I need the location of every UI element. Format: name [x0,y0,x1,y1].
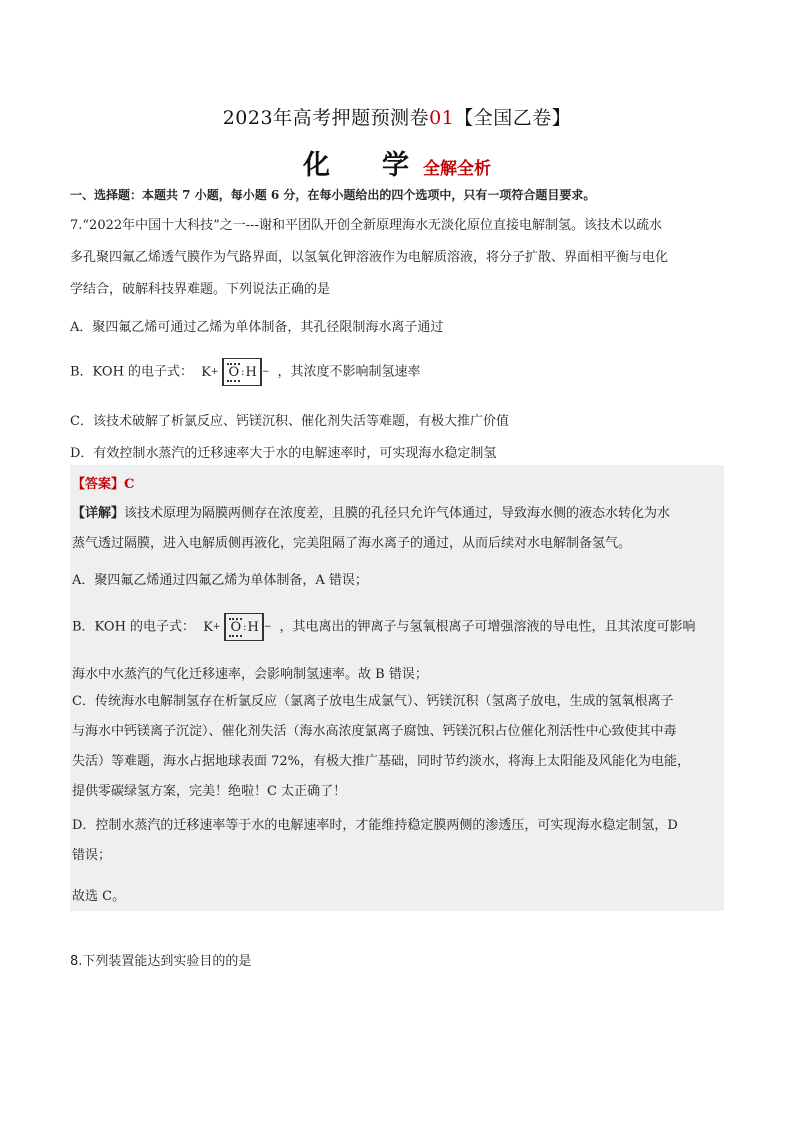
explanation-c: C．传统海水电解制氢存在析氯反应（氯离子放电生成氯气）、钙镁沉积（氢离子放电，生成的氢氧根离子 与海水中钙镁离子沉淀）、催化剂失活（海水高浓度氯离子腐蚀、钙镁沉积占位催化剂活性中心致使其中毒 失活）等难题，海水占据地球表面 72%，有极大推广基础，同时节约淡水，将海上太阳能及风能化为电能， 提供零碳绿氢方案，完美！绝啦！C 太正确了！ [72,694,691,799]
option-a: A．聚四氟乙烯可通过乙烯为单体制备，其孔径限制海水离子通过 [70,320,444,335]
koh-electron-formula-answer: K + O : H − [203,613,271,641]
question-7-stem: 7.“2022年中国十大科技”之一---谢和平团队开创全新原理海水无淡化原位直接电解制氢。该技术以疏水 多孔聚四氟乙烯透气膜作为气路界面，以氢氧化钾溶液作为电解质溶液，将分子扩散、界面相平衡与电化 学结合，破解科技界难题。下列说法正确的是 [70,218,669,297]
subject-tag: 全解全析 [423,159,491,179]
section-heading: 一、选择题：本题共 7 小题，每小题 6 分，在每小题给出的四个选项中，只有一项符合题目要求。 [70,188,596,202]
option-b: B．KOH 的电子式： K + O : H − ，其浓度不影响制氢速率 [70,358,724,386]
answer-panel [70,465,724,911]
subject-heading: 化 学 全解全析 [303,150,491,181]
question-8-stem: 8.下列装置能达到实验目的的是 [70,954,252,969]
explanation-b-cont: 海水中水蒸汽的气化迁移速率，会影响制氢速率。故 B 错误； [72,667,428,682]
title-number: 01 [429,107,455,129]
option-c: C．该技术破解了析氯反应、钙镁沉积、催化剂失活等难题，有极大推广价值 [70,414,509,429]
page-title: 2023年高考押题预测卷01【全国乙卷】 [222,107,572,129]
explanation-b: B．KOH 的电子式： K + O : H − ，其电离出的钾离子与氢氧根离子可增强溶液的导电性，且其浓度可影响 [72,613,722,641]
answer-detail: 【详解】该技术原理为隔膜两侧存在浓度差，且膜的孔径只允许气体通过，导致海水侧的液态水转化为水 蒸气透过隔膜，进入电解质侧再液化，完美阻隔了海水离子的通过，从而后续对水电解制备氢气。 [72,506,671,551]
option-d: D．有效控制水蒸汽的迁移速率大于水的电解速率时，可实现海水稳定制氢 [70,446,497,461]
explanation-d: D．控制水蒸汽的迁移速率等于水的电解速率时，才能维持稳定膜两侧的渗透压，可实现海水稳定制氢，D 错误； [72,818,678,863]
answer-label: 【答案】C [72,477,135,492]
answer-conclusion: 故选 C。 [72,889,126,904]
koh-electron-formula: K + O : H − [201,358,269,386]
explanation-a: A．聚四氟乙烯通过四氟乙烯为单体制备，A 错误； [72,573,368,588]
